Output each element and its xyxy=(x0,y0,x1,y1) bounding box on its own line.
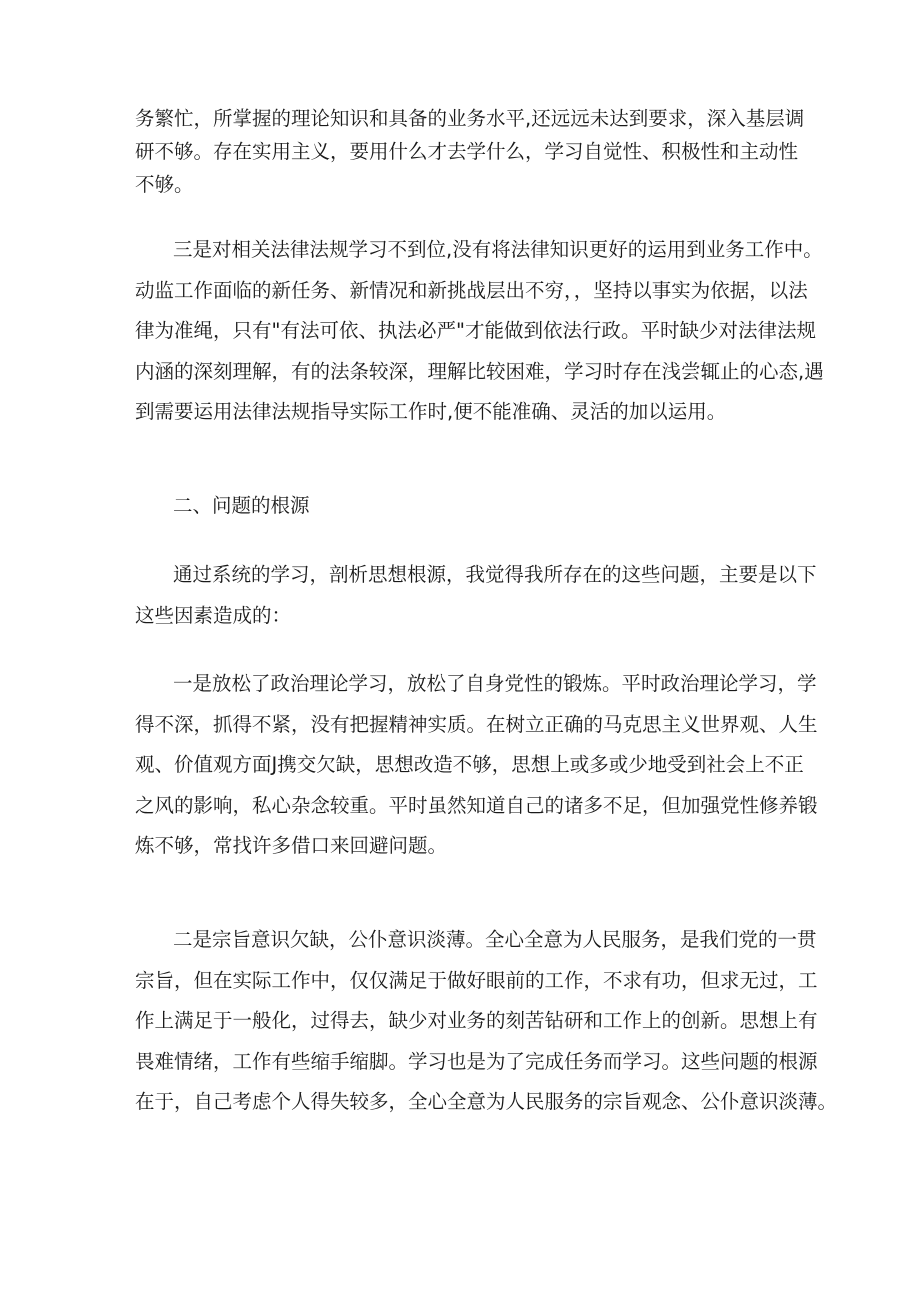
text-line: 二是宗旨意识欠缺，公仆意识淡薄。全心全意为人民服务，是我们党的一贯 xyxy=(173,928,817,951)
text-line: 畏难情绪，工作有些缩手缩脚。学习也是为了完成任务而学习。这些问题的根源 xyxy=(135,1049,818,1073)
text-line: 作上满足于一般化，过得去，缺少对业务的刻苦钻研和工作上的创新。思想上有 xyxy=(135,1009,818,1032)
text-line: 不够。 xyxy=(135,173,194,196)
text-line: 务繁忙，所掌握的理论知识和具备的业务水平,还远远未达到要求，深入基层调 xyxy=(135,107,805,130)
text-line: 三是对相关法律法规学习不到位,没有将法律知识更好的运用到业务工作中。 xyxy=(173,238,823,261)
text-line: 炼不够，常找许多借口来回避问题。 xyxy=(135,834,448,857)
text-line: 律为准绳，只有"有法可依、执法必严"才能做到依法行政。平时缺少对法律法规 xyxy=(135,319,816,342)
text-line: 到需要运用法律法规指导实际工作时,便不能准确、灵活的加以运用。 xyxy=(135,400,727,423)
text-line: 这些因素造成的： xyxy=(135,603,292,627)
text-line: 一是放松了政治理论学习，放松了自身党性的锻炼。平时政治理论学习，学 xyxy=(173,672,817,695)
text-line: 研不够。存在实用主义，要用什么才去学什么，学习自觉性、积极性和主动性 xyxy=(135,140,799,163)
paragraph-political-theory xyxy=(135,664,818,867)
heading-text: 二、问题的根源 xyxy=(173,494,310,517)
text-line: 内涵的深刻理解，有的法条较深，理解比较困难，学习时存在浅尝辄止的心态,遇 xyxy=(135,359,824,383)
text-line: 在于，自己考虑个人得失较多，全心全意为人民服务的宗旨观念、公仆意识淡薄。 xyxy=(135,1090,838,1113)
text-line: 动监工作面临的新任务、新情况和新挑战层出不穷，，坚持以事实为依据，以法 xyxy=(135,278,808,302)
text-line: 观、价值观方面J携交欠缺，思想改造不够，思想上或多或少地受到社会上不正 xyxy=(135,753,804,776)
text-line: 得不深，抓得不紧，没有把握精神实质。在树立正确的马克思主义世界观、人生 xyxy=(135,712,818,736)
text-line: 之风的影响，私心杂念较重。平时虽然知道自己的诸多不足，但加强党性修养锻 xyxy=(135,793,818,817)
paragraph-law-study xyxy=(135,230,824,433)
text-line: 宗旨，但在实际工作中，仅仅满足于做好眼前的工作，不求有功，但求无过，工 xyxy=(135,968,818,992)
paragraph-service-awareness xyxy=(135,920,838,1123)
paragraph-intro xyxy=(135,555,817,636)
section-heading xyxy=(135,489,791,522)
paragraph-continuation xyxy=(135,102,805,201)
text-line: 通过系统的学习，剖析思想根源，我觉得我所存在的这些问题，主要是以下 xyxy=(173,563,817,586)
